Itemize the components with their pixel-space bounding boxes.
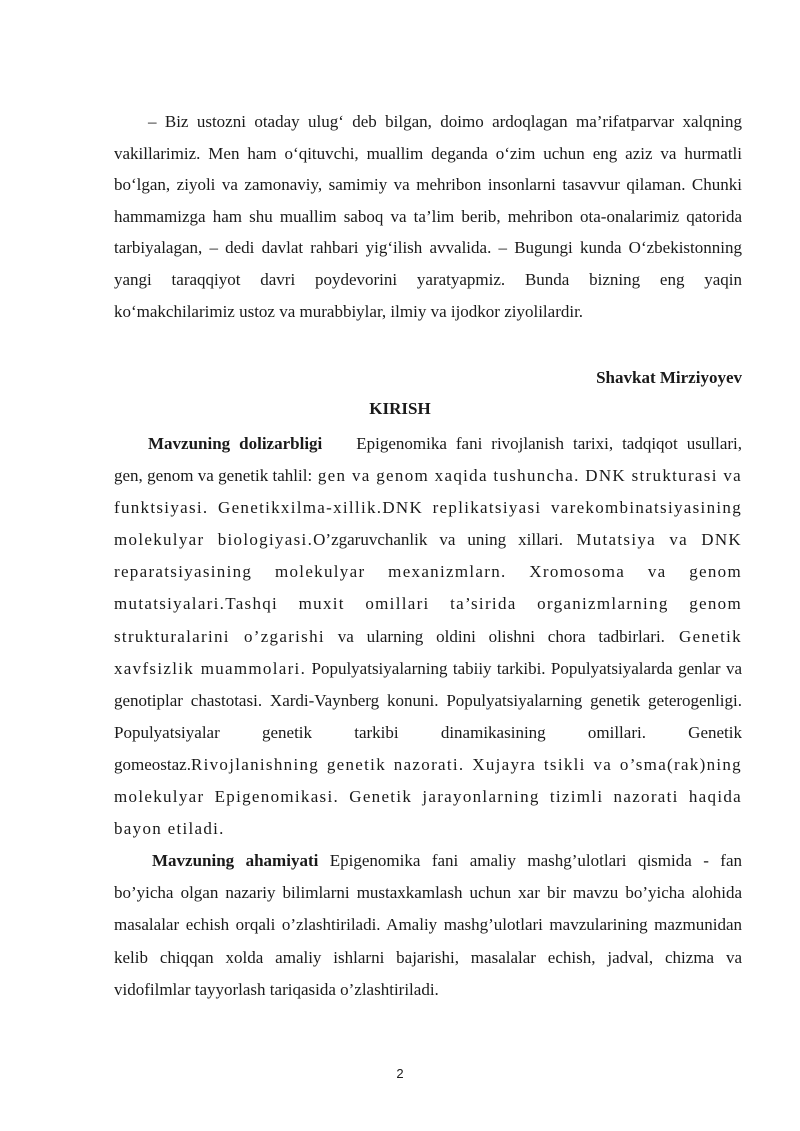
relevance-segment: Populyatsiyalarning tabiiy tarkibi. Populyatsiyalarda genlar va genotiplar chastotasi. Xardi-Vaynberg konuni. Populyatsiyalarning genetik geterogenligi. Populyatsiyalar genetik tarkibi dinamikasining omillari. Genetik gomeostaz. — [114, 658, 742, 774]
relevance-segment: va ularning oldini olishni chora tadbirlari. — [324, 626, 665, 646]
importance-text: Epigenomika fani amaliy mashg’ulotlari qismida - fan bo’yicha olgan nazariy bilimlarni mustaxkamlash uchun xar bir mavzu bo’yicha alohida masalalar echish orqali o’zlashtiriladi. Amaliy mashg’ulotlari mavzularining mazmunidan kelib chiqqan xolda amaliy ishlarni bajarishi, masalalar echish, jadval, chizma va vidofilmlar tayyorlash tariqasida o’zlashtiriladi. — [114, 851, 742, 999]
epigraph-author: Shavkat Mirziyoyev — [596, 368, 742, 387]
relevance-segment: Rivojlanishning genetik nazorati. Xujayra tsikli va o’sma(rak)ning molekulyar Epigenomikasi. Genetik jarayonlarning tizimli nazorati haqida bayon etiladi. — [114, 754, 742, 839]
relevance-segment: O’zgaruvchanlik va uning xillari. — [313, 530, 564, 550]
epigraph-text: – Biz ustozni otaday ulug‘ deb bilgan, doimo ardoqlagan ma’rifatparvar xalqning vakillarimiz. Men ham o‘qituvchi, muallim deganda o‘zim uchun eng aziz va hurmatli bo‘lgan, ziyoli va zamonaviy, samimiy va mehribon insonlarni tasavvur qilaman. Chunki hammamizga ham shu muallim saboq va ta’lim berib, mehribon ota-onalarimiz qatorida tarbiyalagan, – dedi davlat rahbari yig‘ilish avvalida. – Bugungi kunda O‘zbekistonning yangi taraqqiyot davri poydevorini yaratyapmiz. Bunda bizning eng yaqin ko‘makchilarimiz ustoz va murabbiylar, ilmiy va ijodkor ziyolilardir. — [114, 112, 742, 321]
importance-lead: Mavzuning ahamiyati — [152, 851, 319, 871]
relevance-segment: Mutatsiya va DNK reparatsiyasining molekulyar mexanizmlarn. Xromosoma va genom mutatsiyalari.Tashqi muxit omillari ta’sirida organizmlarning genom strukturalarini o’zgarishi — [114, 530, 743, 646]
introduction-body — [114, 428, 742, 1006]
relevance-lead: Mavzuning dolizarbligi — [148, 434, 323, 453]
importance-paragraph — [114, 845, 742, 1005]
relevance-paragraph — [114, 428, 742, 845]
relevance-segment: gen va genom xaqida tushuncha. DNK strukturasi va funktsiyasi. Genetikxilma-xillik.DNK replikatsiyasi varekombinatsiyasining molekulyar biologiyasi. — [114, 466, 743, 550]
relevance-segment: Genetik xavfsizlik muammolari. — [114, 626, 742, 678]
page-number: 2 — [396, 1066, 404, 1081]
relevance-segment: Epigenomika fani rivojlanish tarixi, tadqiqot usullari, gen, genom va genetik tahlil: — [114, 434, 742, 486]
section-title: KIRISH — [369, 399, 431, 418]
epigraph — [114, 106, 742, 327]
